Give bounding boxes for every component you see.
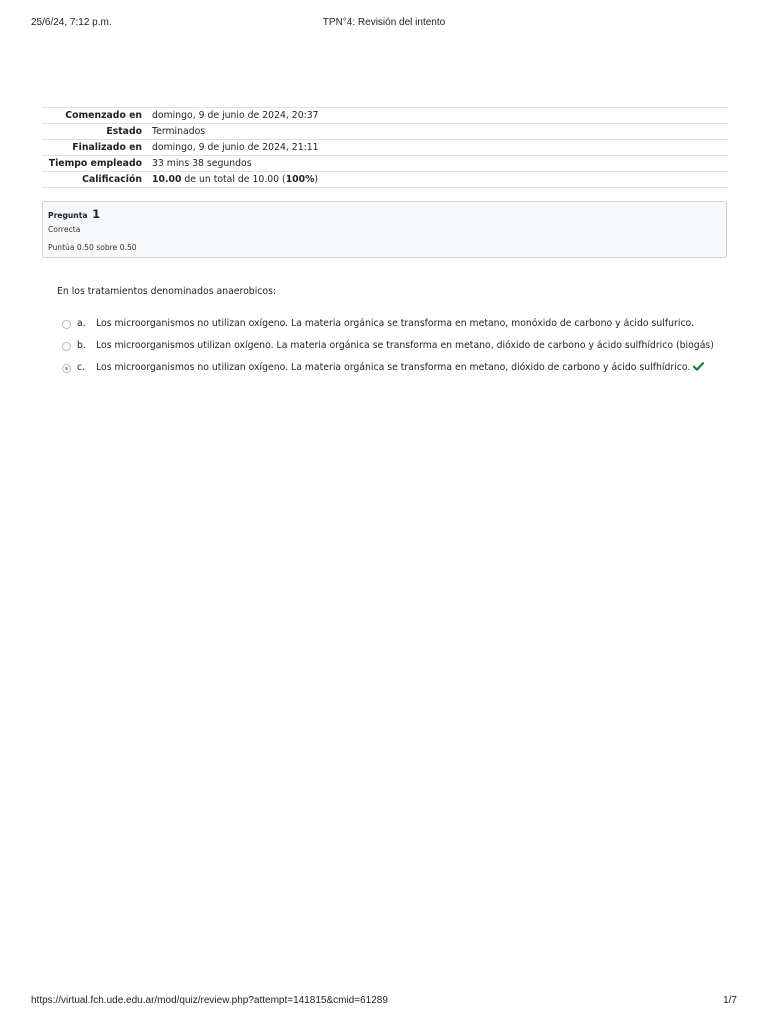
question-info-box xyxy=(42,201,727,258)
print-page-number: 1/7 xyxy=(723,995,737,1006)
answer-letter: b. xyxy=(77,340,86,351)
question-state: Correcta xyxy=(48,225,81,234)
print-header xyxy=(31,17,737,31)
answer-letter: c. xyxy=(77,362,86,373)
summary-value: Terminados xyxy=(152,124,728,140)
question-number-value: 1 xyxy=(92,207,101,221)
summary-row-time-taken xyxy=(42,156,728,172)
grade-percent: 100% xyxy=(285,174,315,185)
answer-text: Los microorganismos utilizan oxígeno. La materia orgánica se transforma en metano, dióxido de carbono y ácido sulfhídrico (biogás) xyxy=(96,340,714,351)
summary-value: domingo, 9 de junio de 2024, 21:11 xyxy=(152,140,728,156)
summary-label: Finalizado en xyxy=(42,140,152,156)
summary-label: Calificación xyxy=(42,172,152,188)
print-page-title: TPN°4: Revisión del intento xyxy=(322,17,446,28)
summary-row-state xyxy=(42,124,728,140)
summary-row-started xyxy=(42,108,728,124)
summary-row-finished xyxy=(42,140,728,156)
answer-letter: a. xyxy=(77,318,86,329)
summary-label: Estado xyxy=(42,124,152,140)
question-text: En los tratamientos denominados anaerobicos: xyxy=(57,286,277,297)
answer-text-wrapper xyxy=(96,362,704,373)
print-url: https://virtual.fch.ude.edu.ar/mod/quiz/review.php?attempt=141815&cmid=61289 xyxy=(31,995,388,1006)
summary-row-grade xyxy=(42,172,728,188)
radio-button-selected[interactable] xyxy=(62,364,71,373)
question-grade: Puntúa 0.50 sobre 0.50 xyxy=(48,243,137,252)
summary-value: 33 mins 38 segundos xyxy=(152,156,728,172)
attempt-summary-table xyxy=(42,107,728,188)
check-icon xyxy=(693,362,704,371)
print-date: 25/6/24, 7:12 p.m. xyxy=(31,17,112,28)
answer-text: Los microorganismos no utilizan oxígeno. La materia orgánica se transforma en metano, dióxido de carbono y ácido sulfhídrico. xyxy=(96,362,691,373)
radio-button[interactable] xyxy=(62,342,71,351)
summary-grade-value xyxy=(152,172,728,188)
grade-close: ) xyxy=(314,174,319,185)
radio-button[interactable] xyxy=(62,320,71,329)
question-number xyxy=(48,207,100,221)
grade-score: 10.00 xyxy=(152,174,182,185)
question-number-label: Pregunta xyxy=(48,211,88,220)
grade-total: de un total de 10.00 ( xyxy=(181,174,286,185)
summary-value: domingo, 9 de junio de 2024, 20:37 xyxy=(152,108,728,124)
print-footer xyxy=(31,995,737,1009)
summary-label: Comenzado en xyxy=(42,108,152,124)
summary-label: Tiempo empleado xyxy=(42,156,152,172)
answer-text: Los microorganismos no utilizan oxígeno. La materia orgánica se transforma en metano, monóxido de carbono y ácido sulfurico. xyxy=(96,318,695,329)
